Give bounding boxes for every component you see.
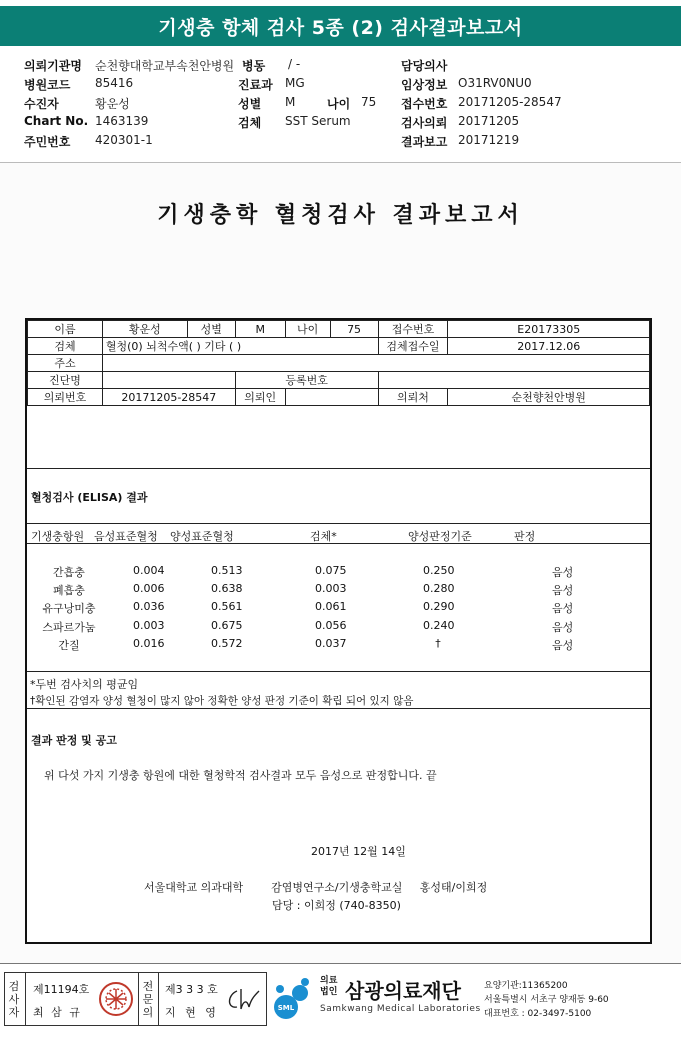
sex-label: 성별 xyxy=(238,97,262,111)
contact-line: 담당 : 이희정 (740-8350) xyxy=(272,899,401,912)
address-label: 주소 xyxy=(28,355,103,372)
requester-value xyxy=(285,389,378,406)
name-value: 황운성 xyxy=(102,321,187,338)
chart-label: Chart No. xyxy=(24,114,89,128)
lab-kind: 의료법인 xyxy=(320,976,338,997)
rrn-label: 주민번호 xyxy=(24,135,71,149)
sig-separator xyxy=(25,973,26,1025)
receipt-label: 접수번호 xyxy=(401,97,448,111)
report-date-value: 20171219 xyxy=(458,133,520,147)
tester-seal-icon xyxy=(97,979,135,1019)
lab-name: 삼광의료재단 xyxy=(345,979,461,1003)
lab-logo-text: SML xyxy=(277,1004,295,1012)
specialist-label: 전문의 xyxy=(142,980,154,1019)
conclusion-title: 결과 판정 및 공고 xyxy=(31,734,117,747)
patient-value: 황운성 xyxy=(95,97,130,111)
pos-value: 0.675 xyxy=(211,619,243,632)
patient-info-table xyxy=(27,320,650,406)
rrn-value: 420301-1 xyxy=(95,133,153,147)
request-value: 20171205 xyxy=(458,114,520,128)
pos-value: 0.572 xyxy=(211,637,243,650)
specimen-label-cell: 검체 xyxy=(28,338,103,355)
report-title: 기생충학 혈청검사 결과보고서 xyxy=(157,202,524,228)
specialist-license: 제3 3 3 호 xyxy=(165,983,218,996)
form-rule xyxy=(27,468,650,469)
specimen-value: SST Serum xyxy=(285,114,351,128)
age-value: 75 xyxy=(361,95,377,109)
result-value: 음성 xyxy=(552,621,574,634)
reg-no-value xyxy=(378,372,650,389)
col-cutoff: 양성판정기준 xyxy=(408,530,472,543)
report-date-label: 결과보고 xyxy=(401,135,448,149)
antigen-name: 간흡충 xyxy=(53,566,85,579)
sex-label-cell: 성별 xyxy=(187,321,235,338)
dept-value: MG xyxy=(285,76,305,90)
footnote-cutoff: †확인된 감염자 양성 혈청이 많지 않아 정확한 양성 판정 기준이 확립 되어 있지 않음 xyxy=(30,695,414,707)
ward-value: / - xyxy=(288,57,301,71)
sample-value: 0.061 xyxy=(315,600,347,613)
result-value: 음성 xyxy=(552,566,574,579)
age-label: 나이 xyxy=(327,97,351,111)
footnote-average: *두번 검사치의 평균임 xyxy=(30,678,139,691)
sample-value: 0.075 xyxy=(315,564,347,577)
result-value: 음성 xyxy=(552,584,574,597)
req-org-label: 의뢰기관명 xyxy=(24,59,82,73)
tester-label: 검사자 xyxy=(8,980,20,1019)
result-value: 음성 xyxy=(552,639,574,652)
neg-value: 0.003 xyxy=(133,619,165,632)
clinical-value: O31RV0NU0 xyxy=(458,76,532,90)
sig-separator xyxy=(158,973,159,1025)
form-rule xyxy=(27,523,650,524)
specialist-signature-icon xyxy=(223,985,263,1015)
col-neg-standard: 음성표준혈청 xyxy=(94,530,158,543)
neg-value: 0.036 xyxy=(133,600,165,613)
sex-value-cell: M xyxy=(235,321,285,338)
name-label: 이름 xyxy=(28,321,103,338)
cutoff-value: 0.280 xyxy=(423,582,455,595)
req-org-value: 순천향대학교부속천안병원 xyxy=(95,59,235,73)
institution-line: 서울대학교 의과대학 감염병연구소/기생충학교실 홍성태/이희정 xyxy=(144,881,488,894)
receipt-label-cell: 접수번호 xyxy=(378,321,448,338)
antigen-name: 유구낭미충 xyxy=(42,602,96,615)
receipt-value-cell: E20173305 xyxy=(448,321,650,338)
req-place-value: 순천향천안병원 xyxy=(448,389,650,406)
address-value xyxy=(102,355,649,372)
cutoff-value: † xyxy=(435,637,441,650)
tester-license: 제11194호 xyxy=(33,983,90,996)
lab-phone: 대표번호 : 02-3497-5100 xyxy=(484,1009,592,1019)
cutoff-value: 0.240 xyxy=(423,619,455,632)
receipt-value: 20171205-28547 xyxy=(458,95,562,109)
neg-value: 0.004 xyxy=(133,564,165,577)
age-label-cell: 나이 xyxy=(285,321,330,338)
lab-address: 서울특별시 서초구 양재동 9-60 xyxy=(484,995,609,1005)
req-no-value: 20171205-28547 xyxy=(102,389,235,406)
hospital-code-value: 85416 xyxy=(95,76,134,90)
col-sample: 검체* xyxy=(310,530,337,543)
requester-label: 의뢰인 xyxy=(235,389,285,406)
col-result: 판정 xyxy=(514,530,536,543)
spec-date-value: 2017.12.06 xyxy=(448,338,650,355)
patient-label: 수진자 xyxy=(24,97,59,111)
req-no-label: 의뢰번호 xyxy=(28,389,103,406)
lab-logo-icon xyxy=(272,977,312,1021)
spec-date-label: 검체접수일 xyxy=(378,338,448,355)
doctor-label: 담당의사 xyxy=(401,59,448,73)
antigen-name: 간질 xyxy=(58,639,80,652)
elisa-section-title: 혈청검사 (ELISA) 결과 xyxy=(31,491,148,504)
form-rule xyxy=(27,671,650,672)
signature-box xyxy=(4,972,267,1026)
neg-value: 0.006 xyxy=(133,582,165,595)
sex-value: M xyxy=(285,95,296,109)
sig-separator xyxy=(138,973,139,1025)
age-value-cell: 75 xyxy=(330,321,378,338)
report-date: 2017년 12월 14일 xyxy=(311,845,406,858)
tester-name: 최 삼 규 xyxy=(33,1006,82,1019)
sample-value: 0.056 xyxy=(315,619,347,632)
specimen-options: 혈청(0) 뇌척수액( ) 기타 ( ) xyxy=(102,338,378,355)
neg-value: 0.016 xyxy=(133,637,165,650)
pos-value: 0.513 xyxy=(211,564,243,577)
sample-value: 0.037 xyxy=(315,637,347,650)
pos-value: 0.561 xyxy=(211,600,243,613)
specialist-name: 지 현 영 xyxy=(165,1006,219,1019)
dept-label: 진료과 xyxy=(238,78,273,92)
form-rule xyxy=(27,543,650,544)
cutoff-value: 0.250 xyxy=(423,564,455,577)
specimen-label: 검체 xyxy=(238,116,262,130)
cutoff-value: 0.290 xyxy=(423,600,455,613)
antigen-name: 스파르가눔 xyxy=(42,621,96,634)
request-label: 검사의뢰 xyxy=(401,116,448,130)
antigen-name: 폐흡충 xyxy=(53,584,85,597)
form-rule xyxy=(27,708,650,709)
chart-value: 1463139 xyxy=(95,114,149,128)
col-pos-standard: 양성표준혈청 xyxy=(170,530,234,543)
hospital-code-label: 병원코드 xyxy=(24,78,71,92)
req-place-label: 의뢰처 xyxy=(378,389,448,406)
lab-code: 요양기관:11365200 xyxy=(484,981,568,991)
result-value: 음성 xyxy=(552,602,574,615)
footer-divider xyxy=(0,963,681,964)
clinical-label: 임상정보 xyxy=(401,78,448,92)
col-antigen: 기생충항원 xyxy=(31,530,85,543)
conclusion-text: 위 다섯 가지 기생충 항원에 대한 혈청학적 검사결과 모두 음성으로 판정합니다. 끝 xyxy=(44,769,437,782)
report-title-banner: 기생충 항체 검사 5종 (2) 검사결과보고서 xyxy=(0,6,681,46)
reg-no-label: 등록번호 xyxy=(235,372,378,389)
lab-english-name: Samkwang Medical Laboratories xyxy=(320,1004,481,1014)
ward-label: 병동 xyxy=(242,59,266,73)
sample-value: 0.003 xyxy=(315,582,347,595)
diagnosis-label: 진단명 xyxy=(28,372,103,389)
diagnosis-value xyxy=(102,372,235,389)
pos-value: 0.638 xyxy=(211,582,243,595)
